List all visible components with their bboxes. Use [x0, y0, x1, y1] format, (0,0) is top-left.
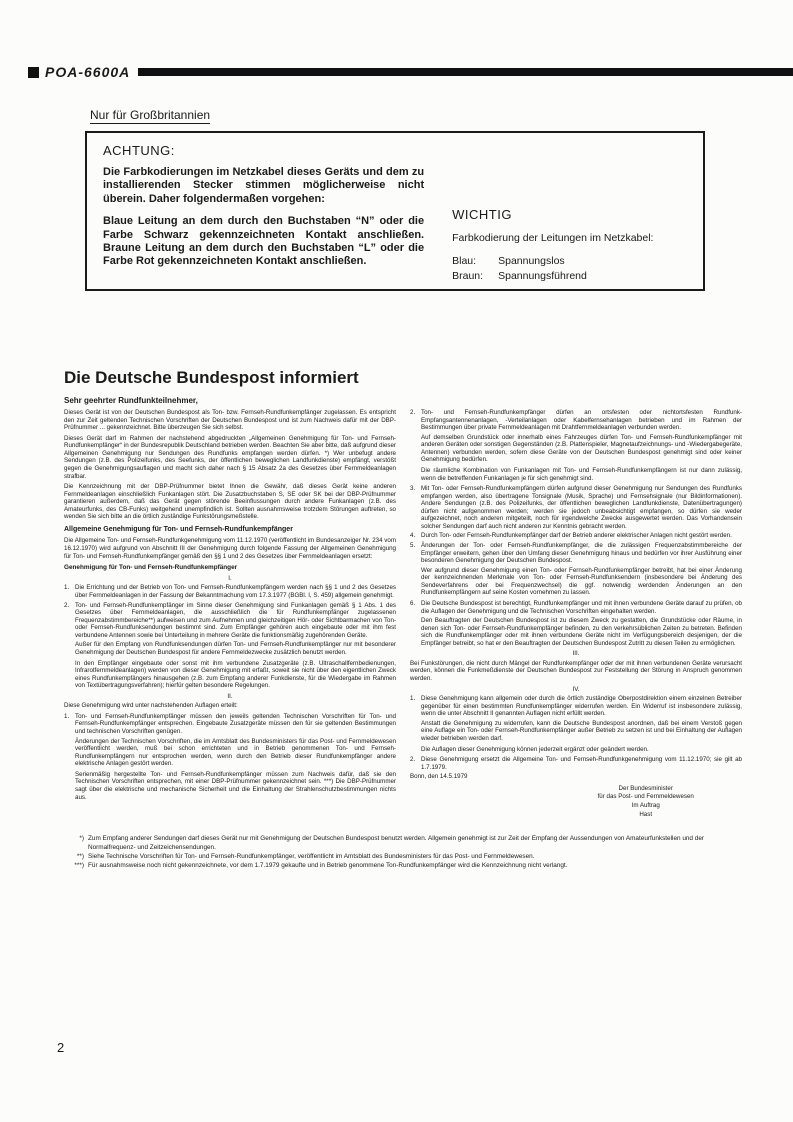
paragraph: In den Empfänger eingebaute oder sonst mit ihm verbundene Zusatzgeräte (z.B. Ultraschallfernbedienungen, Infrarotfernmeldeanlagen) werden von dieser Genehmigung mit erfaßt, soweit sie nicht über den eigentlichen Zweck eines Rundfunkempfängers hinausgehen (z.B. zum Empfang anderer Funkdienste, für die Wiedergabe im Rahmen von Textübertragungsverfahren); hierfür gelten besondere Regelungen.	[75, 659, 396, 690]
color-label: Blau:	[452, 255, 477, 267]
footnote-text: Zum Empfang anderer Sendungen darf dieses Gerät nur mit Genehmigung der Deutschen Bundespost benutzt werden. Allgemein genehmigt ist zur Zeit der Empfang der Aussendungen von Amateurfunkstellen und der Normalfrequenz- und Zeitzeichensendungen.	[88, 835, 704, 851]
item-number: 6.	[410, 599, 416, 607]
item-text: Ton- und Fernseh-Rundfunkempfänger im Sinne dieser Genehmigung sind Funkanlagen gemäß § 1 Abs. 1 des Gesetzes über Fernmeldeanlagen, die ausschließlich die für Rundfunkempfänger zugelassenen Frequenzabstimmbereiche**) aufweisen und zum Aufnehmen und gleichzeitigen Hör- oder Sichtbarmachen von Ton- oder Fernseh-Rundfunksendungen bestimmt sind. Zum Empfänger gehören auch eingebaute oder mit ihm fest verbundene Antennen sowie bei Unterteilung in mehrere Geräte die funktionsmäßig zugehörenden Geräte.	[75, 601, 396, 639]
achtung-paragraph: Die Farbkodierungen im Netzkabel dieses Geräts und dem zu installierenden Stecker stimmen möglicherweise nicht überein. Daher folgendermaßen vorgehen:	[103, 166, 425, 205]
list-item	[410, 756, 742, 771]
color-label: Braun:	[452, 270, 484, 283]
subsection-subheading: Genehmigung für Ton- und Fernseh-Rundfunkempfänger	[64, 564, 238, 572]
signature-line: Im Auftrag	[631, 802, 660, 810]
item-number: 5.	[410, 542, 416, 549]
list-item	[410, 485, 742, 530]
salutation: Sehr geehrter Rundfunkteilnehmer,	[64, 396, 198, 405]
item-text: Die Errichtung und der Betrieb von Ton- und Fernseh-Rundfunkempfängern werden nach §§ 1 und 2 des Gesetzes über Fernmeldeanlagen in der Fassung der Bekanntmachung vom 17.3.1977 (BGBl. I, S. 459) allgemein genehmigt.	[75, 584, 396, 600]
item-text: Ton- und Fernseh-Rundfunkempfänger müssen den jeweils geltenden Technischen Vorschriften für Ton- und Fernseh-Rundfunkempfänger entsprechen. Eingebaute Zusatzgeräte müssen den für sie geltenden Bestimmungen und technischen Vorschriften genügen.	[75, 712, 396, 736]
paragraph: Dieses Gerät ist von der Deutschen Bundespost als Ton- bzw. Fernseh-Rundfunkempfänger zugelassen. Es entspricht den zur Zeit geltenden Technischen Vorschriften der Deutschen Bundespost und ist zum Nachweis dafür mit der DBP-Prüfnummer ... gekennzeichnet. Bitte überzeugen Sie sich selbst.	[64, 409, 396, 432]
item-text: Diese Genehmigung ersetzt die Allgemeine Ton- und Fernseh-Rundfunkgenehmigung vom 11.12.1970; sie gilt ab 1.7.1979.	[421, 756, 742, 771]
footnote	[64, 853, 742, 861]
model-header	[28, 64, 793, 80]
two-column-body	[64, 409, 742, 819]
color-row	[452, 254, 693, 269]
uk-region-label: Nur für Großbritannien	[90, 108, 211, 122]
paragraph: Änderungen der Technischen Vorschriften, die im Amtsblatt des Bundesministers für das Post- und Fernmeldewesen veröffentlicht werden, muß bei schon errichteten und in Betrieb genommenen Ton- und Fernseh-Rundfunkempfängern nur entsprochen werden, wenn durch den Betrieb dieser Rundfunkempfänger andere elektrische Anlagen gestört werden.	[75, 737, 396, 768]
paragraph: Diese Genehmigung wird unter nachstehenden Auflagen erteilt:	[64, 702, 238, 710]
list-item	[64, 713, 396, 736]
item-text: Ton- und Fernseh-Rundfunkempfänger dürfen an ortsfesten oder nichtortsfesten Rundfunk-Empfangsantennenanlagen, -Verteilanlagen oder Kabelfernsehanlagen betrieben und im Rahmen der Bestimmungen über private Fernmeldeanlagen mit Drahtfernmeldeanlagen verbunden werden.	[421, 409, 742, 432]
item-text: Änderungen der Ton- oder Fernseh-Rundfunkempfänger, die die zulässigen Frequenzabstimmbereiche der Empfänger erweitern, gehen über den Umfang dieser Genehmigung hinaus und bedürfen vor ihrer Ausführung einer besonderen Genehmigung der Deutschen Bundespost.	[421, 542, 742, 565]
roman-numeral: III.	[572, 650, 580, 658]
item-text: Mit Ton- oder Fernseh-Rundfunkempfängern dürfen aufgrund dieser Genehmigung nur Sendungen des Rundfunks empfangen werden, also übertragene Tonsignale (Musik, Sprache) und Fernsehsignale (nur Bildinformationen). Andere Sendungen (z.B. des Polizeifunks, der öffentlichen beweglichen Landfunkdienste, Datenübertragungen) dürfen nicht aufgenommen werden; werden sie jedoch unbeabsichtigt empfangen, so dürfen sie weder aufgezeichnet, noch anderen mitgeteilt, noch für irgendwelche Zwecke ausgewertet werden. Das Vorhandensein solcher Sendungen darf auch nicht anderen zur Kenntnis gebracht werden.	[421, 485, 742, 530]
footnote-marker: *)	[79, 835, 84, 843]
achtung-heading: ACHTUNG:	[103, 143, 175, 158]
header-square-icon	[28, 67, 39, 78]
item-number: 3.	[410, 485, 416, 493]
item-number: 1.	[64, 712, 70, 720]
paragraph: Die Auflagen dieser Genehmigung können jederzeit ergänzt oder geändert werden.	[421, 745, 649, 753]
signature-line: Hast	[639, 810, 653, 818]
footnote-text: Siehe Technische Vorschriften für Ton- und Fernseh-Rundfunkempfänger, veröffentlicht im Amtsblatt des Bundesministers für das Post- und Fernmeldewesen.	[88, 853, 535, 861]
item-text: Durch Ton- oder Fernseh-Rundfunkempfänger darf der Betrieb anderer elektrischer Anlagen nicht gestört werden.	[421, 532, 732, 540]
signature-line: für das Post- und Fernmeldewesen	[597, 793, 694, 801]
item-number: 2.	[410, 409, 416, 416]
paragraph: Die räumliche Kombination von Funkanlagen mit Ton- und Fernseh-Rundfunkempfängern ist nur dann zulässig, wenn die betreffenden Funkanlagen je für sich genehmigt sind.	[421, 466, 742, 482]
bundespost-section	[64, 368, 742, 872]
item-number: 2.	[64, 601, 70, 609]
achtung-section	[87, 133, 438, 289]
item-number: 4.	[410, 532, 416, 540]
wichtig-heading: WICHTIG	[452, 207, 512, 222]
paragraph: Serienmäßig hergestellte Ton- und Fernseh-Rundfunkempfänger müssen zum Nachweis dafür, daß sie den Technischen Vorschriften entsprechen, mit einer DBP-Prüfnummer gekennzeichnet sein. ***) Die DBP-Prüfnummer sagt über die elektrische und mechanische Sicherheit und die Einhaltung der Strahlenschutzbestimmungen nichts aus.	[75, 770, 396, 801]
model-number: POA-6600A	[45, 64, 131, 80]
list-item	[410, 532, 742, 540]
achtung-paragraph: Blaue Leitung an dem durch den Buchstaben “N” oder die Farbe Schwarz gekennzeichneten Kontakt anschließen. Braune Leitung an dem durch den Buchstaben “L” oder die Farbe Rot gekennzeichneten Kontakt anschließen.	[103, 215, 425, 268]
list-item	[410, 600, 742, 615]
list-item	[410, 695, 742, 718]
paragraph: Auf demselben Grundstück oder innerhalb eines Fahrzeuges dürfen Ton- und Fernseh-Rundfunkempfänger mit anderen Geräten oder sonstigen Gegenständen (z.B. Plattenspieler, Magnetaufzeichnungs- und -Wiedergabegeräte, Antennen) verbunden werden, sofern diese Geräte von der Deutschen Bundespost genehmigt sind oder keiner Genehmigung bedürfen.	[421, 433, 742, 464]
footnotes	[64, 835, 742, 870]
signature-line: Der Bundesminister	[618, 784, 673, 792]
footnote-marker: **)	[76, 853, 84, 861]
right-column	[410, 409, 742, 819]
paragraph: Außer für den Empfang von Rundfunksendungen dürfen Ton- und Fernseh-Rundfunkempfänger nur mit besonderer Genehmigung der Deutschen Bundespost für andere Fernmeldezwecke zusätzlich benutzt werden.	[75, 641, 396, 656]
page-number: 2	[57, 1040, 65, 1055]
list-item	[410, 542, 742, 565]
paragraph: Dieses Gerät darf im Rahmen der nachstehend abgedruckten „Allgemeinen Genehmigung für Ton- und Fernseh-Rundfunkempfänger“ in der Bundesrepublik Deutschland betrieben werden. Beachten Sie aber bitte, daß aufgrund dieser Allgemeinen Genehmigung nur Sendungen des Rundfunks empfangen werden dürfen. *) Wer unbefugt andere Sendungen (z.B. des Polizeifunks, des Seefunks, der öffentlichen beweglichen Landfunkdienste) empfängt, verstößt gegen die Genehmigungsauflagen und macht sich daher nach § 15 Absatz 2a des Gesetzes über Fernmeldeanlagen strafbar.	[64, 434, 396, 480]
paragraph: Wer aufgrund dieser Genehmigung einen Ton- oder Fernseh-Rundfunkempfänger betreibt, hat bei einer Änderung der kennzeichnenden Merkmale von Ton- oder Fernseh-Rundfunksendern (insbesondere bei Änderung des Sendeverfahrens oder bei Frequenzwechsel) die ggf. notwendig werdenden Änderungen an den Rundfunkempfängern auf seine Kosten vornehmen zu lassen.	[421, 566, 742, 597]
left-column	[64, 409, 396, 819]
paragraph: Anstatt die Genehmigung zu widerrufen, kann die Deutsche Bundespost anordnen, daß bei einem Verstoß gegen eine Auflage ein Ton- oder Fernseh-Rundfunkempfänger außer Betrieb zu setzen ist und bei Einhaltung der Auflagen wieder betrieben werden darf.	[421, 719, 742, 742]
footnote-marker: ***)	[74, 862, 84, 870]
color-value: Spannungslos	[498, 255, 565, 267]
list-item	[64, 584, 396, 599]
section-title: Die Deutsche Bundespost informiert	[64, 368, 359, 387]
footnote	[64, 835, 742, 852]
item-text: Die Deutsche Bundespost ist berechtigt, Rundfunkempfänger und mit ihnen verbundene Geräte darauf zu prüfen, ob die Auflagen der Genehmigung und die Technischen Vorschriften eingehalten werden.	[421, 599, 742, 615]
color-row	[452, 269, 693, 284]
footnote-text: Für ausnahmsweise noch nicht gekennzeichnete, vor dem 1.7.1979 gekaufte und in Betrieb genommene Ton-Rundfunkempfänger wird die Kennzeichnung nicht verlangt.	[88, 862, 568, 870]
caution-box	[85, 131, 705, 291]
signature-block	[549, 785, 742, 820]
roman-numeral: I.	[228, 574, 232, 582]
roman-numeral: II.	[227, 692, 233, 700]
item-number: 1.	[64, 584, 70, 592]
wichtig-subtitle: Farbkodierung der Leitungen im Netzkabel:	[452, 232, 654, 244]
item-number: 1.	[410, 695, 416, 703]
footnote	[64, 862, 742, 870]
wichtig-section	[438, 133, 703, 289]
paragraph: Die Allgemeine Ton- und Fernseh-Rundfunkgenehmigung vom 11.12.1970 (veröffentlicht im Bundesanzeiger Nr. 234 vom 16.12.1970) wird aufgrund von Abschnitt III der Genehmigung durch folgende Fassung der Allgemeinen Genehmigung für Ton- und Fernseh-Rundfunkempfänger gemäß den §§ 1 und 2 des Gesetzes über Fernmeldeanlagen ersetzt:	[64, 537, 396, 560]
paragraph: Bei Funkstörungen, die nicht durch Mängel der Rundfunkempfänger oder der mit ihnen verbundenen Geräte verursacht werden, können die Funkmeßdienste der Deutschen Bundespost zur Feststellung der Störung in Anspruch genommen werden.	[410, 659, 742, 682]
paragraph: Die Kennzeichnung mit der DBP-Prüfnummer bietet Ihnen die Gewähr, daß dieses Gerät keine anderen Fernmeldeanlagen einschließlich Funkanlagen stört. Die Zusatzbuchstaben S, SE oder SK bei der DBP-Prüfnummer garantieren außerdem, daß das Gerät gegen störende Beeinflussungen durch andere Funkanlagen (z.B. des Amateurfunks, des CB-Funks) weitgehend unempfindlich ist. Sollten ausnahmsweise trotzdem Störungen auftreten, so wenden Sie sich bitte an die örtlich zuständige Funkstörungsmeßstelle.	[64, 483, 396, 521]
item-text: Diese Genehmigung kann allgemein oder durch die örtlich zuständige Oberpostdirektion einem einzelnen Betreiber gegenüber für einen bestimmten Rundfunkempfänger widerrufen werden. Ein Widerruf ist insbesondere zulässig, wenn die unter Abschnitt II genannten Auflagen nicht erfüllt werden.	[421, 695, 742, 718]
color-value: Spannungsführend	[498, 270, 587, 283]
dateline: Bonn, den 14.5.1979	[410, 773, 468, 781]
item-number: 2.	[410, 756, 416, 764]
header-rule	[138, 68, 793, 76]
list-item	[410, 409, 742, 432]
subsection-heading: Allgemeine Genehmigung für Ton- und Fernseh-Rundfunkempfänger	[64, 525, 293, 533]
roman-numeral: IV.	[572, 685, 580, 693]
paragraph: Den Beauftragten der Deutschen Bundespost ist zu diesem Zweck zu gestatten, die Grundstücke oder Räume, in denen sich Ton- oder Fernseh-Rundfunkempfänger befinden, zu den verkehrsüblichen Zeiten zu betreten. Befinden sich die Rundfunkempfänger oder mit ihnen verbundene Geräte nicht im Verfügungsbereich desjenigen, der die Empfänger betreibt, so hat er den Beauftragten der Deutschen Bundespost Zutritt zu diesen Teilen zu ermöglichen.	[421, 617, 742, 647]
list-item	[64, 602, 396, 640]
